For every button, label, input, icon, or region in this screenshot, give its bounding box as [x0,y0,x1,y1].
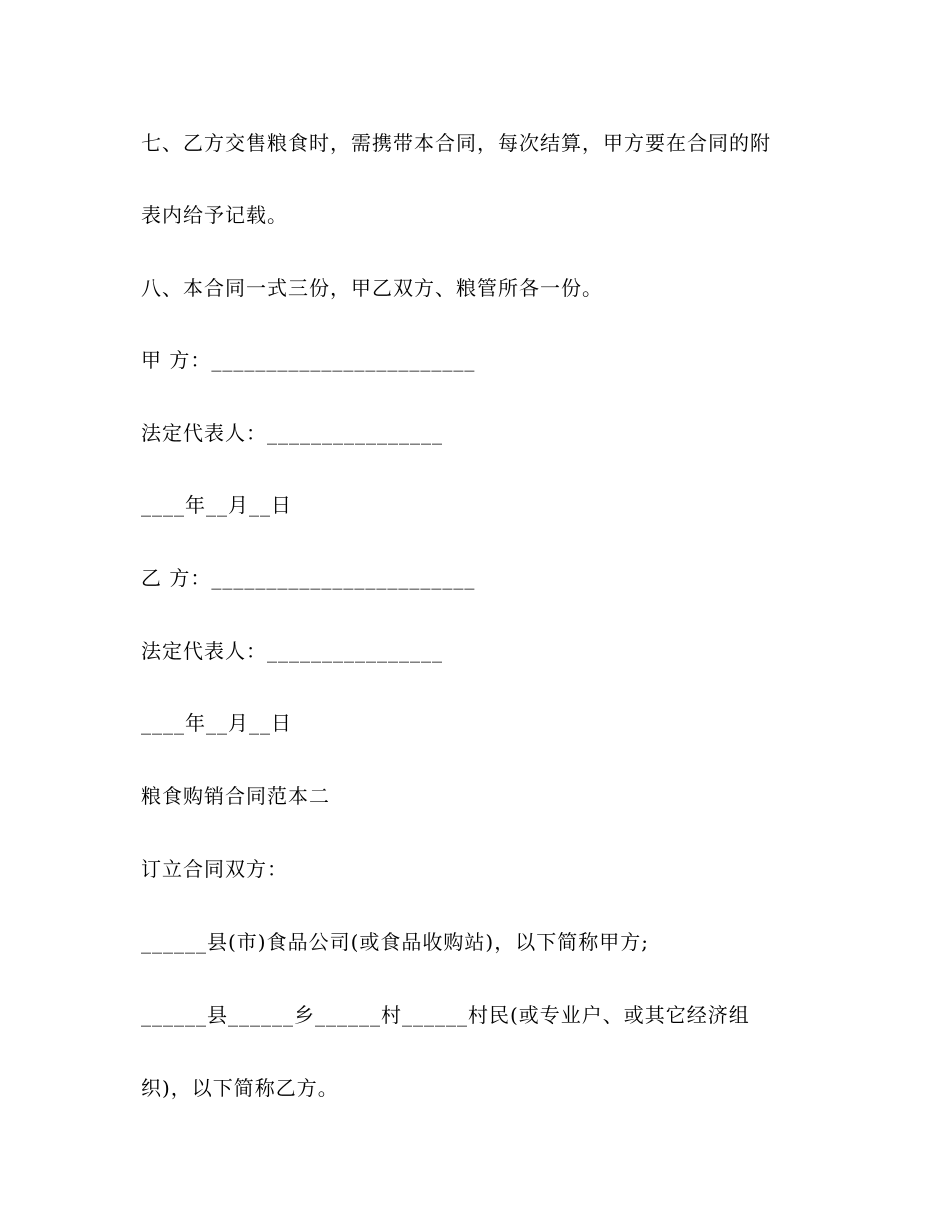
contract-parties-heading: 订立合同双方： [141,857,288,881]
party-a-field: 甲 方：________________________ [141,348,476,372]
party-b-legal-rep-field: 法定代表人：________________ [141,639,443,663]
party-b-field: 乙 方：________________________ [141,566,476,590]
clause-seven-line-2: 表内给予记载。 [141,203,288,227]
party-a-date-field: ____年__月__日 [141,493,292,517]
section-title: 粮食购销合同范本二 [141,784,330,808]
party-a-legal-rep-field: 法定代表人：________________ [141,421,443,445]
party-a-definition: ______县(市)食品公司(或食品收购站)，以下简称甲方; [141,930,649,954]
clause-eight: 八、本合同一式三份，甲乙双方、粮管所各一份。 [141,276,603,300]
party-b-definition-line-2: 织)，以下简称乙方。 [141,1076,339,1100]
clause-seven-line-1: 七、乙方交售粮食时，需携带本合同，每次结算，甲方要在合同的附 [141,131,771,155]
party-b-definition-line-1: ______县______乡______村______村民(或专业户、或其它经济组 [141,1003,750,1027]
party-b-date-field: ____年__月__日 [141,711,292,735]
